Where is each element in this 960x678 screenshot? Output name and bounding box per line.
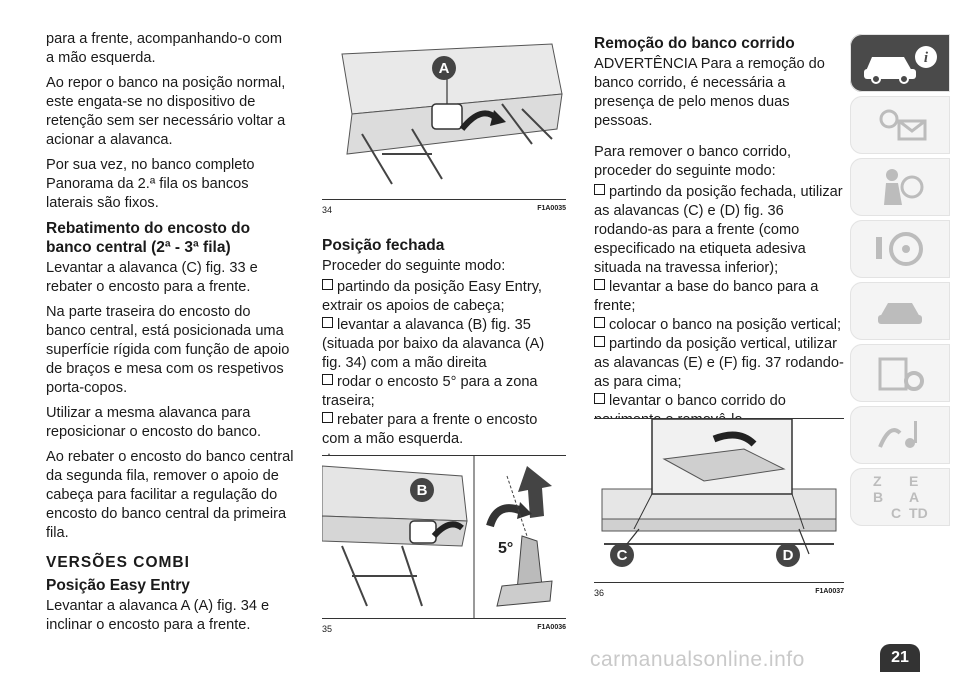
checkbox-bullet-icon — [322, 317, 333, 328]
paragraph: Por sua vez, no banco completo Panorama da 2.ª fila os bancos laterais são fixos. — [46, 157, 255, 211]
bullet-item: levantar a alavanca (B) fig. 35 (situada por baixo da alavanca (A) fig. 34) com a mão direita — [322, 317, 545, 371]
page-number: 21 — [880, 644, 920, 672]
bullet-item: rodar o encosto 5° para a zona traseira; — [322, 374, 538, 409]
angle-label: 5° — [498, 540, 514, 557]
checkbox-bullet-icon — [594, 317, 605, 328]
alphabet-index-icon: Z E B A C TD — [873, 473, 928, 521]
callout-d: D — [776, 543, 800, 567]
figure-34 — [322, 34, 566, 215]
svg-text:i: i — [923, 50, 929, 66]
maintenance-icon — [870, 351, 930, 395]
tab-car-info[interactable] — [850, 34, 950, 92]
section-heading: Remoção do banco corrido — [594, 35, 795, 52]
tab-emergency[interactable] — [850, 282, 950, 340]
section-heading: Posição Easy Entry — [46, 577, 190, 594]
paragraph: Ao repor o banco na posição normal, este engata-se no dispositivo de retenção sem ser necessário voltar a acionar a alavanca. — [46, 75, 286, 148]
chapter-heading: VERSÕES COMBI — [46, 554, 190, 571]
bullet-item: rebater para a frente o encosto com a mão esquerda. — [322, 412, 538, 447]
checkbox-bullet-icon — [322, 412, 333, 423]
paragraph: Levantar a alavanca (C) fig. 33 e rebater o encosto para a frente. — [46, 260, 258, 295]
bullet-item: levantar o banco corrido do — [594, 392, 844, 430]
figure-code: F1A0037 — [815, 588, 844, 595]
paragraph: ADVERTÊNCIA Para a remoção do banco corrido, é necessária a presença de pelo menos duas pessoas. — [594, 56, 825, 129]
car-info-icon — [860, 41, 940, 85]
paragraph: Utilizar a mesma alavanca para reposicionar o encosto do banco. — [46, 405, 261, 440]
bullet-item: colocar o banco na posição vertical; — [594, 316, 844, 335]
checkbox-bullet-icon — [594, 279, 605, 290]
callout-a: A — [432, 56, 456, 80]
figure-caption — [322, 205, 566, 215]
text-column-1 — [46, 30, 294, 641]
seat-fold-illustration — [322, 456, 566, 618]
paragraph: Proceder do seguinte modo: — [322, 258, 506, 274]
text-column-3 — [594, 34, 844, 456]
bullet-item: partindo da posição Easy Entry, extrair os apoios de cabeça; — [322, 279, 542, 314]
chapter-tabs — [850, 34, 950, 530]
tab-maintenance[interactable] — [850, 344, 950, 402]
tab-starting-driving[interactable] — [850, 220, 950, 278]
paragraph: Para remover o banco corrido, proceder do seguinte modo: — [594, 144, 792, 179]
bullet-item: levantar a base do banco para a frente; — [594, 279, 819, 314]
multimedia-icon — [870, 413, 930, 457]
figure-number: 36 — [594, 588, 605, 598]
callout-b: B — [410, 478, 434, 502]
figure-number: 34 — [322, 205, 333, 215]
figure-caption — [594, 588, 844, 598]
text-column-2 — [322, 232, 566, 475]
figure-number: 35 — [322, 624, 333, 634]
airbag-seatbelt-icon — [870, 165, 930, 209]
steering-wheel-icon — [870, 227, 930, 271]
checkbox-bullet-icon — [322, 279, 333, 290]
tab-safety[interactable] — [850, 158, 950, 216]
checkbox-bullet-icon — [594, 184, 605, 195]
tab-index[interactable] — [850, 468, 950, 526]
tab-multimedia[interactable] — [850, 406, 950, 464]
figure-code: F1A0035 — [537, 205, 566, 212]
checkbox-bullet-icon — [322, 374, 333, 385]
figure-caption — [322, 624, 566, 634]
checkbox-bullet-icon — [594, 393, 605, 404]
paragraph: Na parte traseira do encosto do banco central, está posicionada uma superfície rígida com função de apoio de braços e mesa com os respetivos porta-copos. — [46, 304, 290, 396]
warning-lights-icon — [865, 103, 935, 147]
paragraph: Levantar a alavanca A (A) fig. 34 e inclinar o encosto para a frente. — [46, 598, 270, 633]
checkbox-bullet-icon — [594, 336, 605, 347]
car-emergency-icon — [870, 289, 930, 333]
figure-35 — [322, 455, 566, 634]
callout-c: C — [610, 543, 634, 567]
figure-36 — [594, 418, 844, 598]
watermark: carmanualsonline.info — [590, 648, 805, 671]
tab-lights-messages[interactable] — [850, 96, 950, 154]
bullet-item: partindo da posição fechada, utilizar as alavancas (C) e (D) fig. 36 rodando-as para a frente (como especificado na etiqueta adesiva situada na travessa inferior); — [594, 184, 843, 276]
section-heading: Rebatimento do encosto do banco central (2ª - 3ª fila) — [46, 220, 251, 256]
section-heading: Posição fechada — [322, 237, 445, 254]
paragraph: para a frente, acompanhando-o com a mão esquerda. — [46, 31, 283, 66]
figure-code: F1A0036 — [537, 624, 566, 631]
bullet-item: partindo da posição vertical, utilizar as alavancas (E) e (F) fig. 37 rodando-as para cima; — [594, 336, 844, 390]
paragraph: Ao rebater o encosto do banco central da segunda fila, remover o apoio de cabeça para facilitar a regulação do encosto do banco central da primeira fila. — [46, 449, 294, 541]
